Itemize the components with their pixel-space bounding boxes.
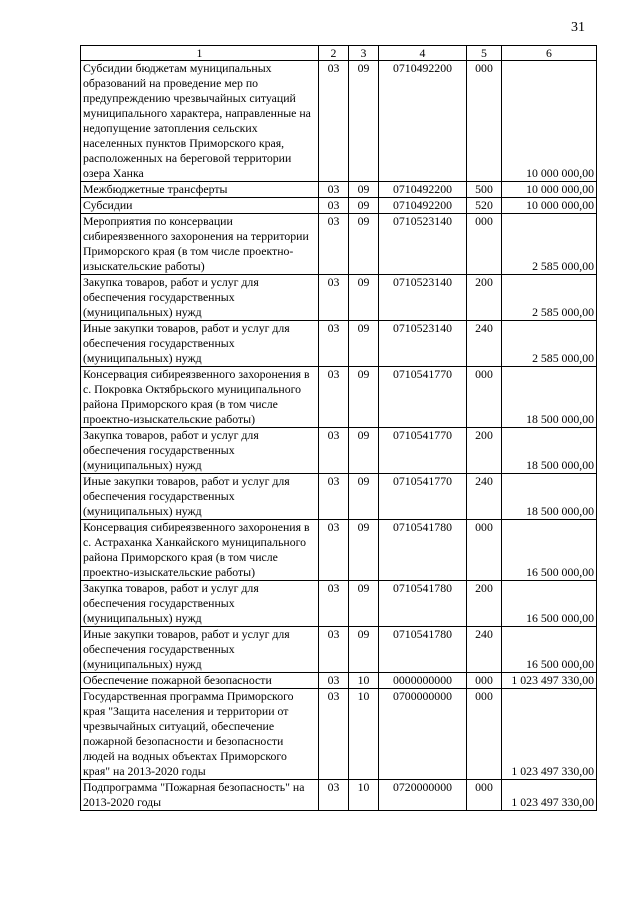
row-name: Иные закупки товаров, работ и услуг для обеспечения государственных (муниципальных) нужд (81, 627, 319, 673)
table-row (81, 581, 597, 627)
row-expense-type: 500 (467, 182, 502, 198)
table-row (81, 321, 597, 367)
row-section: 03 (319, 182, 349, 198)
row-subsection: 09 (349, 367, 379, 428)
row-subsection: 09 (349, 428, 379, 474)
row-expense-type: 200 (467, 581, 502, 627)
row-expense-type: 000 (467, 367, 502, 428)
row-section: 03 (319, 673, 349, 689)
row-subsection: 09 (349, 520, 379, 581)
header-col-5: 5 (467, 46, 502, 61)
table-row (81, 367, 597, 428)
row-subsection: 09 (349, 61, 379, 182)
table-body (81, 61, 597, 811)
header-col-3: 3 (349, 46, 379, 61)
row-subsection: 09 (349, 275, 379, 321)
row-target-code: 0710541770 (379, 367, 467, 428)
row-name: Закупка товаров, работ и услуг для обеспечения государственных (муниципальных) нужд (81, 581, 319, 627)
row-amount: 10 000 000,00 (502, 61, 597, 182)
row-amount: 16 500 000,00 (502, 520, 597, 581)
row-target-code: 0720000000 (379, 780, 467, 811)
table-row (81, 627, 597, 673)
row-name: Субсидии бюджетам муниципальных образований на проведение мер по предупреждению чрезвычайных ситуаций муниципального характера, направленные на недопущение затопления сельских населенных пунктов Приморского края, расположенных на береговой территории озера Ханка (81, 61, 319, 182)
row-section: 03 (319, 214, 349, 275)
row-section: 03 (319, 428, 349, 474)
table-row (81, 780, 597, 811)
row-target-code: 0710492200 (379, 182, 467, 198)
row-name: Подпрограмма "Пожарная безопасность" на 2013-2020 годы (81, 780, 319, 811)
row-expense-type: 200 (467, 428, 502, 474)
row-target-code: 0710523140 (379, 321, 467, 367)
row-expense-type: 240 (467, 474, 502, 520)
table-row (81, 198, 597, 214)
table-header-row (81, 46, 597, 61)
row-target-code: 0710523140 (379, 275, 467, 321)
row-subsection: 09 (349, 182, 379, 198)
row-section: 03 (319, 321, 349, 367)
row-name: Мероприятия по консервации сибиреязвенного захоронения на территории Приморского края (в том числе проектно-изыскательские работы) (81, 214, 319, 275)
row-expense-type: 000 (467, 61, 502, 182)
row-target-code: 0710541780 (379, 520, 467, 581)
row-expense-type: 240 (467, 627, 502, 673)
row-section: 03 (319, 520, 349, 581)
table-row (81, 689, 597, 780)
row-subsection: 10 (349, 689, 379, 780)
budget-table (80, 45, 597, 811)
row-section: 03 (319, 581, 349, 627)
row-name: Межбюджетные трансферты (81, 182, 319, 198)
row-amount: 10 000 000,00 (502, 198, 597, 214)
table-row (81, 214, 597, 275)
row-amount: 16 500 000,00 (502, 627, 597, 673)
page-number: 31 (571, 20, 585, 35)
row-name: Обеспечение пожарной безопасности (81, 673, 319, 689)
row-section: 03 (319, 367, 349, 428)
row-expense-type: 000 (467, 214, 502, 275)
row-amount: 1 023 497 330,00 (502, 689, 597, 780)
row-subsection: 10 (349, 780, 379, 811)
row-target-code: 0000000000 (379, 673, 467, 689)
row-expense-type: 520 (467, 198, 502, 214)
row-amount: 2 585 000,00 (502, 275, 597, 321)
row-name: Иные закупки товаров, работ и услуг для обеспечения государственных (муниципальных) нужд (81, 321, 319, 367)
row-subsection: 10 (349, 673, 379, 689)
row-name: Закупка товаров, работ и услуг для обеспечения государственных (муниципальных) нужд (81, 275, 319, 321)
row-subsection: 09 (349, 581, 379, 627)
row-name: Закупка товаров, работ и услуг для обеспечения государственных (муниципальных) нужд (81, 428, 319, 474)
header-col-6: 6 (502, 46, 597, 61)
row-section: 03 (319, 689, 349, 780)
row-amount: 18 500 000,00 (502, 428, 597, 474)
row-subsection: 09 (349, 198, 379, 214)
row-target-code: 0710541780 (379, 581, 467, 627)
row-name: Консервация сибиреязвенного захоронения в с. Покровка Октябрьского муниципального района Приморского края (в том числе проектно-изыскательские работы) (81, 367, 319, 428)
row-amount: 18 500 000,00 (502, 474, 597, 520)
row-expense-type: 200 (467, 275, 502, 321)
row-target-code: 0710523140 (379, 214, 467, 275)
row-target-code: 0710492200 (379, 198, 467, 214)
header-col-1: 1 (81, 46, 319, 61)
row-amount: 18 500 000,00 (502, 367, 597, 428)
row-expense-type: 000 (467, 520, 502, 581)
row-target-code: 0710492200 (379, 61, 467, 182)
table-row (81, 520, 597, 581)
row-name: Государственная программа Приморского края "Защита населения и территории от чрезвычайных ситуаций, обеспечение пожарной безопасности и безопасности людей на водных объектах Приморского края" на 2013-2020 годы (81, 689, 319, 780)
row-section: 03 (319, 780, 349, 811)
row-subsection: 09 (349, 321, 379, 367)
row-section: 03 (319, 627, 349, 673)
table-row (81, 182, 597, 198)
row-section: 03 (319, 198, 349, 214)
row-subsection: 09 (349, 627, 379, 673)
header-col-2: 2 (319, 46, 349, 61)
row-name: Консервация сибиреязвенного захоронения в с. Астраханка Ханкайского муниципального района Приморского края (в том числе проектно-изыскательские работы) (81, 520, 319, 581)
row-target-code: 0710541770 (379, 474, 467, 520)
row-amount: 1 023 497 330,00 (502, 673, 597, 689)
row-expense-type: 000 (467, 689, 502, 780)
row-target-code: 0710541780 (379, 627, 467, 673)
row-target-code: 0700000000 (379, 689, 467, 780)
row-name: Субсидии (81, 198, 319, 214)
row-target-code: 0710541770 (379, 428, 467, 474)
row-expense-type: 240 (467, 321, 502, 367)
row-amount: 2 585 000,00 (502, 321, 597, 367)
row-name: Иные закупки товаров, работ и услуг для обеспечения государственных (муниципальных) нужд (81, 474, 319, 520)
row-amount: 1 023 497 330,00 (502, 780, 597, 811)
row-section: 03 (319, 474, 349, 520)
row-amount: 2 585 000,00 (502, 214, 597, 275)
row-section: 03 (319, 275, 349, 321)
row-subsection: 09 (349, 474, 379, 520)
table-row (81, 428, 597, 474)
row-section: 03 (319, 61, 349, 182)
row-subsection: 09 (349, 214, 379, 275)
row-amount: 10 000 000,00 (502, 182, 597, 198)
table-row (81, 673, 597, 689)
row-expense-type: 000 (467, 780, 502, 811)
table-row (81, 275, 597, 321)
row-expense-type: 000 (467, 673, 502, 689)
row-amount: 16 500 000,00 (502, 581, 597, 627)
table-row (81, 474, 597, 520)
header-col-4: 4 (379, 46, 467, 61)
table-row (81, 61, 597, 182)
